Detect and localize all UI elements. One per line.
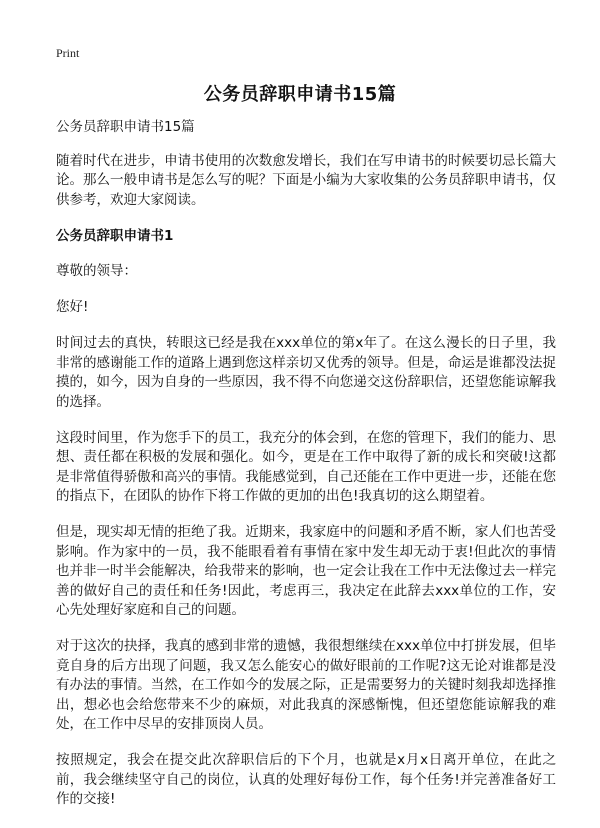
document-subtitle: 公务员辞职申请书15篇 (56, 119, 195, 135)
section-heading: 公务员辞职申请书1 (56, 227, 174, 244)
salutation: 尊敬的领导： (56, 263, 137, 279)
document-body (56, 118, 556, 826)
print-label[interactable]: Print (56, 46, 80, 60)
body-paragraph: 时间过去的真快，转眼这已经是我在xxx单位的第x年了。在这么漫长的日子里，我非常的感谢能工作的道路上遇到您这样亲切又优秀的领导。但是，命运是谁都没法捉摸的，如今，因为自身的一些原因，我不得不向您递交这份辞职信，还望您能谅解我的选择。 (56, 335, 556, 410)
body-paragraph: 按照规定，我会在提交此次辞职信后的下个月，也就是x月x日离开单位，在此之前，我会继续坚守自己的岗位，认真的处理好每份工作，每个任务!并完善准备好工作的交接! (56, 752, 556, 807)
greeting: 您好! (56, 299, 89, 315)
page-title: 公务员辞职申请书15篇 (203, 84, 397, 105)
body-paragraph: 这段时间里，作为您手下的员工，我充分的体会到，在您的管理下，我们的能力、思想、责任都在积极的发展和强化。如今，更是在工作中取得了新的成长和突破!这都是非常值得骄傲和高兴的事情。我能感觉到，自己还能在工作中更进一步，还能在您的指点下，在团队的协作下将工作做的更加的出色!我真切的这么期望着。 (56, 429, 556, 504)
body-paragraph: 但是，现实却无情的拒绝了我。近期来，我家庭中的问题和矛盾不断，家人们也苦受影响。作为家中的一员，我不能眼看着有事情在家中发生却无动于衷!但此次的事情也并非一时半会能解决，给我带来的影响，也一定会让我在工作中无法像过去一样完善的做好自己的责任和任务!因此，考虑再三，我决定在此辞去xxx单位的工作，安心先处理好家庭和自己的问题。 (56, 524, 556, 618)
body-paragraph: 对于这次的抉择，我真的感到非常的遗憾，我很想继续在xxx单位中打拼发展，但毕竟自身的后方出现了问题，我又怎么能安心的做好眼前的工作呢?这无论对谁都是没有办法的事情。当然，在工作如今的发展之际，正是需要努力的关键时刻我却选择推出，想必也会给您带来不少的麻烦，对此我真的深感惭愧，但还望您能谅解我的难处，在工作中尽早的安排顶岗人员。 (56, 638, 556, 732)
intro-paragraph: 随着时代在进步，申请书使用的次数愈发增长，我们在写申请书的时候要切忌长篇大论。那么一般申请书是怎么写的呢？下面是小编为大家收集的公务员辞职申请书，仅供参考，欢迎大家阅读。 (56, 152, 556, 208)
